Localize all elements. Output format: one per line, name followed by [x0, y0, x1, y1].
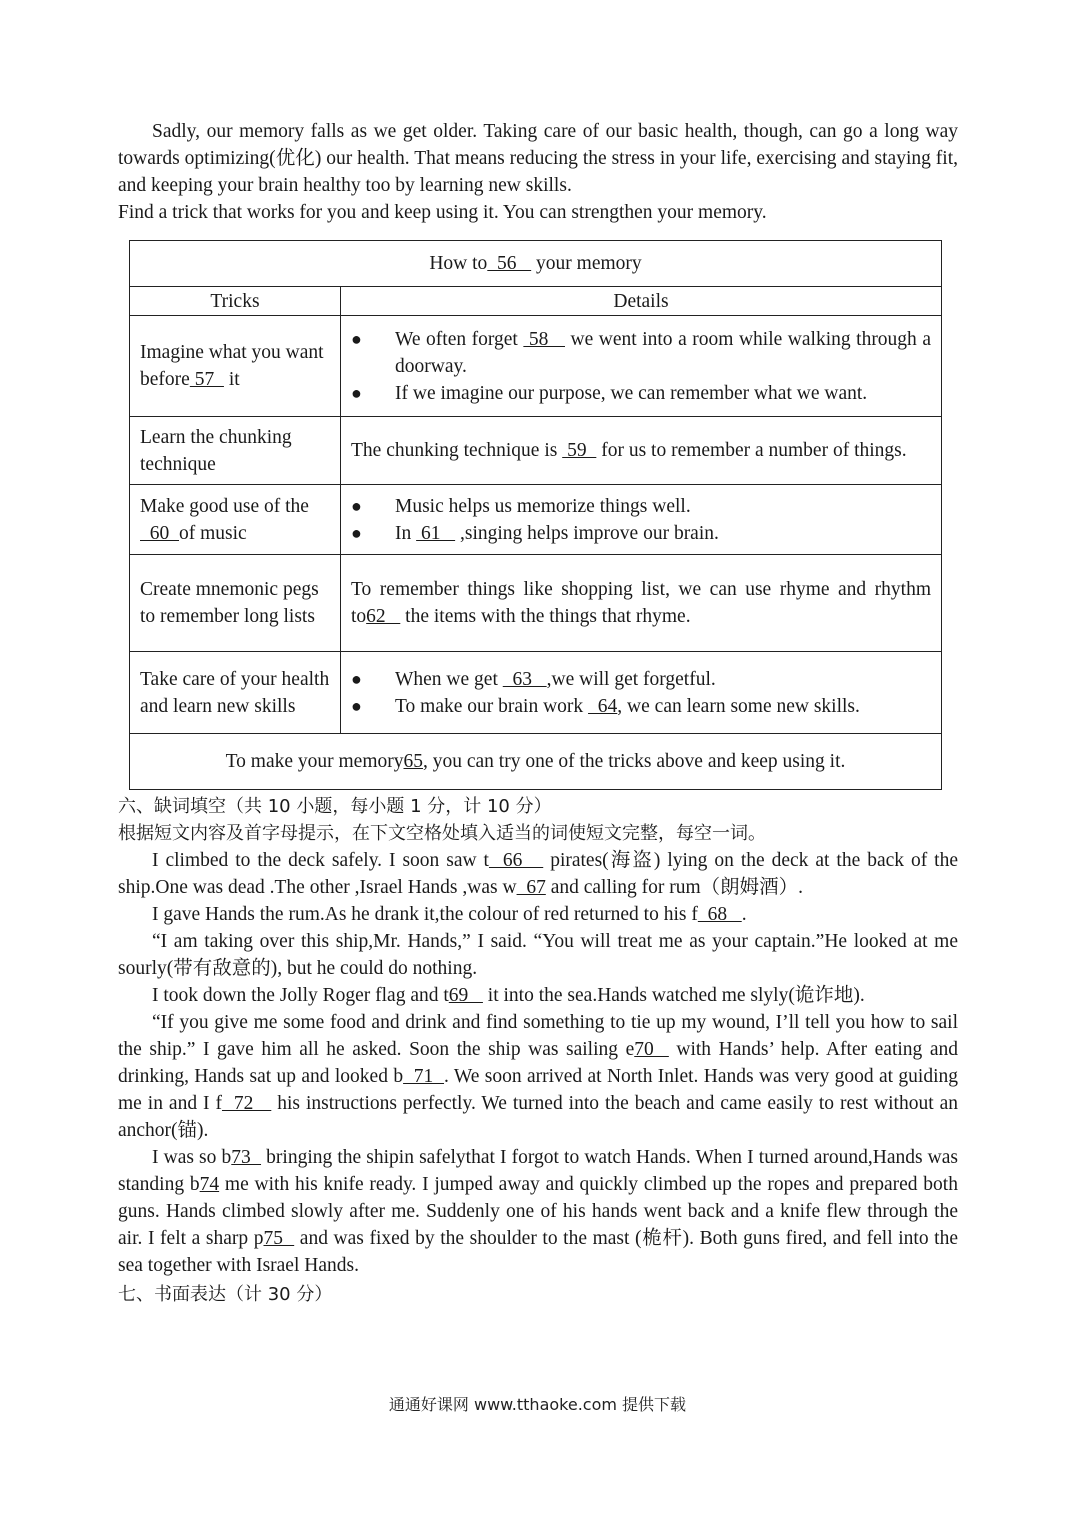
answer-blank: 74 — [199, 1174, 220, 1195]
bullet-icon: ● — [351, 495, 362, 516]
blank-65: 65 — [403, 751, 423, 772]
answer-blank: 67 — [516, 877, 546, 898]
detail-cell — [341, 485, 942, 555]
passage-paragraph — [118, 928, 958, 982]
bullet-icon: ● — [351, 328, 362, 349]
answer-blank: 69 — [448, 985, 483, 1006]
passage-paragraph — [118, 1009, 958, 1144]
trick-cell: Imagine what you want before 57 it — [130, 316, 341, 417]
passage-text: his instructions perfectly. We turned into the beach and came easily to rest without an anchor(锚). — [118, 1093, 959, 1141]
answer-blank: 70 — [634, 1039, 669, 1060]
intro-conclusion: Find a trick that works for you and keep using it. You can strengthen your memory. — [118, 202, 767, 223]
header-tricks: Tricks — [130, 287, 341, 316]
list-item: ● If we imagine our purpose, we can remember what we want. — [351, 380, 931, 407]
list-item: ● When we get 63 ,we will get forgetful. — [351, 666, 931, 693]
table-row — [130, 652, 942, 734]
answer-blank: 72 — [221, 1093, 272, 1114]
bullet-icon: ● — [351, 382, 362, 403]
passage-text: “I am taking over this ship,Mr. Hands,” I said. “You will treat me as your captain.”He looked at me sourly(带有敌意的), but he could do nothing. — [118, 931, 958, 979]
passage-text: and calling for rum（朗姆酒）. — [545, 877, 804, 898]
page-footer: 通通好课网 www.tthaoke.com 提供下载 — [388, 1395, 687, 1414]
blank-64: 64 — [588, 695, 618, 717]
table-row — [130, 555, 942, 652]
answer-blank: 75 — [263, 1228, 295, 1249]
detail-cell: To remember things like shopping list, we can use rhyme and rhythm to62 the items with the things that rhyme. — [341, 555, 942, 652]
table-row — [130, 417, 942, 485]
section-instruction: 根据短文内容及首字母提示，在下文空格处填入适当的词使短文完整，每空一词。 — [118, 823, 766, 844]
passage-paragraph — [118, 982, 958, 1009]
table-title: How to 56 your memory — [130, 241, 942, 287]
passage-text: it into the sea.Hands watched me slyly(诡诈地). — [482, 985, 865, 1006]
blank-59: 59 — [562, 440, 597, 461]
passage-text: I took down the Jolly Roger flag and t — [152, 985, 449, 1006]
detail-cell: The chunking technique is 59 for us to remember a number of things. — [341, 417, 942, 485]
blank-62: 62 — [366, 606, 401, 627]
intro-paragraph: Sadly, our memory falls as we get older. Taking care of our basic health, though, can go a long way towards optimizing(优化) our health. That means reducing the stress in your life, exercising and staying fit, and keeping your brain healthy too by learning new skills. — [118, 121, 958, 196]
blank-61: 61 — [416, 522, 456, 544]
passage-text: I was so b — [152, 1147, 232, 1168]
passage-text: I gave Hands the rum.As he drank it,the colour of red returned to his f — [152, 904, 698, 925]
table-footer: To make your memory65, you can try one of the tricks above and keep using it. — [130, 734, 942, 790]
intro-block — [118, 118, 958, 226]
list-item: ● Music helps us memorize things well. — [351, 493, 931, 520]
trick-cell: Take care of your health and learn new skills — [130, 652, 341, 734]
blank-56: 56 — [487, 253, 532, 274]
trick-cell: Learn the chunking technique — [130, 417, 341, 485]
section-six — [118, 793, 958, 1308]
list-item: ● To make our brain work 64, we can learn some new skills. — [351, 693, 931, 720]
passage-paragraph — [118, 847, 958, 901]
passage-text: “If you give me some food and drink and find something to tie up my wound, I’ll tell you how to sail the ship.” I gave him all he asked. Soon the ship was sailing e — [118, 1012, 958, 1060]
table-row — [130, 316, 942, 417]
answer-blank: 68 — [697, 904, 742, 925]
bullet-icon: ● — [351, 695, 362, 716]
section-heading: 七、书面表达（计 30 分） — [118, 1284, 333, 1305]
list-item: ● In 61 ,singing helps improve our brain. — [351, 520, 931, 547]
passage-paragraph — [118, 1144, 958, 1279]
answer-blank: 66 — [488, 850, 544, 871]
memory-table — [129, 240, 942, 790]
passage-text: bringing the shipin safelythat I forgot to watch Hands. When I turned around,Hands was standing b — [118, 1147, 959, 1195]
passage-text: I climbed to the deck safely. I soon saw t — [152, 850, 489, 871]
section-heading: 六、缺词填空（共 10 小题，每小题 1 分，计 10 分） — [118, 796, 552, 817]
answer-blank: 73 — [231, 1147, 262, 1168]
blank-63: 63 — [502, 668, 547, 690]
passage-text: me with his knife ready. I jumped away and quickly climbed up the ropes and prepared both guns. Hands climbed slowly after me. Suddenly one of his hands went back and a knife flew through the air. I felt a sharp p — [118, 1174, 958, 1249]
answer-blank: 71 — [403, 1066, 445, 1087]
list-item: ● We often forget 58 we went into a room while walking through a doorway. — [351, 326, 931, 380]
trick-cell: Create mnemonic pegs to remember long lists — [130, 555, 341, 652]
passage-text: and was fixed by the shoulder to the mast (桅杆). Both guns fired, and fell into the sea together with Israel Hands. — [118, 1228, 958, 1276]
header-details: Details — [341, 287, 942, 316]
passage-text: . We soon arrived at North Inlet. Hands was very good at guiding me in and I f — [118, 1066, 959, 1114]
passage-text: . — [741, 904, 747, 925]
bullet-icon: ● — [351, 522, 362, 543]
blank-57: 57 — [189, 369, 224, 390]
passage-text: pirates(海盗) lying on the deck at the back of the ship.One was dead .The other ,Israel Hands ,was w — [118, 850, 958, 898]
bullet-icon: ● — [351, 668, 362, 689]
trick-cell: Make good use of the 60 of music — [130, 485, 341, 555]
blank-58: 58 — [523, 328, 565, 350]
passage-text: with Hands’ help. After eating and drinking, Hands sat up and looked b — [118, 1039, 959, 1087]
blank-60: 60 — [140, 522, 179, 544]
detail-cell — [341, 316, 942, 417]
passage-paragraph — [118, 901, 958, 928]
table-row — [130, 485, 942, 555]
detail-cell — [341, 652, 942, 734]
